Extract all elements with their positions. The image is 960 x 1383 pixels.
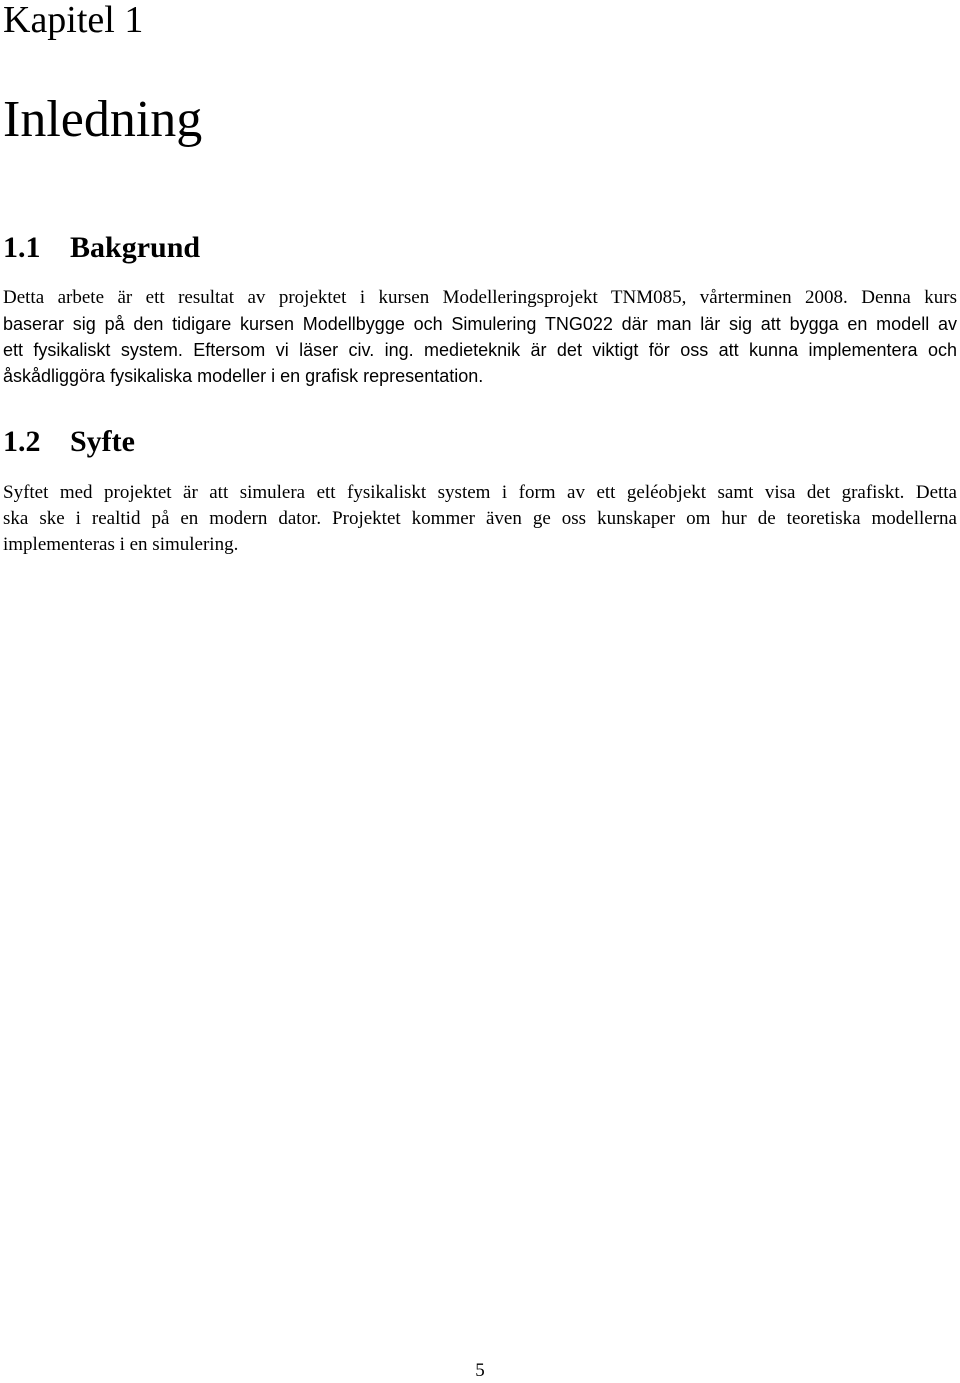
paragraph-line: åskådliggöra fysikaliska modeller i en grafisk representation. <box>3 366 484 386</box>
paragraph-bakgrund <box>3 285 957 389</box>
paragraph-line: implementeras i en simulering. <box>3 534 239 555</box>
paragraph-line: ska ske i realtid på en modern dator. Projektet kommer även ge oss kunskaper om hur de teoretiska modellerna <box>3 508 957 529</box>
section-number: 1.2 <box>3 425 41 458</box>
section-heading-bakgrund <box>3 231 200 265</box>
paragraph-line: baserar sig på den tidigare kursen Modellbygge och Simulering TNG022 där man lär sig att bygga en modell av <box>3 314 957 334</box>
paragraph-line: ett fysikaliskt system. Eftersom vi läser civ. ing. medieteknik är det viktigt för oss att kunna implementera och <box>3 340 957 360</box>
page-number: 5 <box>475 1360 485 1381</box>
paragraph-line: Detta arbete är ett resultat av projektet i kursen Modelleringsprojekt TNM085, vårterminen 2008. Denna kurs <box>3 287 957 308</box>
section-number: 1.1 <box>3 231 41 264</box>
paragraph-syfte <box>3 480 957 558</box>
paragraph-line: Syftet med projektet är att simulera ett fysikaliskt system i form av ett geléobjekt samt visa det grafiskt. Detta <box>3 482 957 503</box>
section-heading-syfte <box>3 425 135 459</box>
section-title: Syfte <box>70 425 135 458</box>
chapter-label: Kapitel 1 <box>3 0 144 41</box>
chapter-title: Inledning <box>3 91 203 148</box>
section-title: Bakgrund <box>70 231 201 264</box>
